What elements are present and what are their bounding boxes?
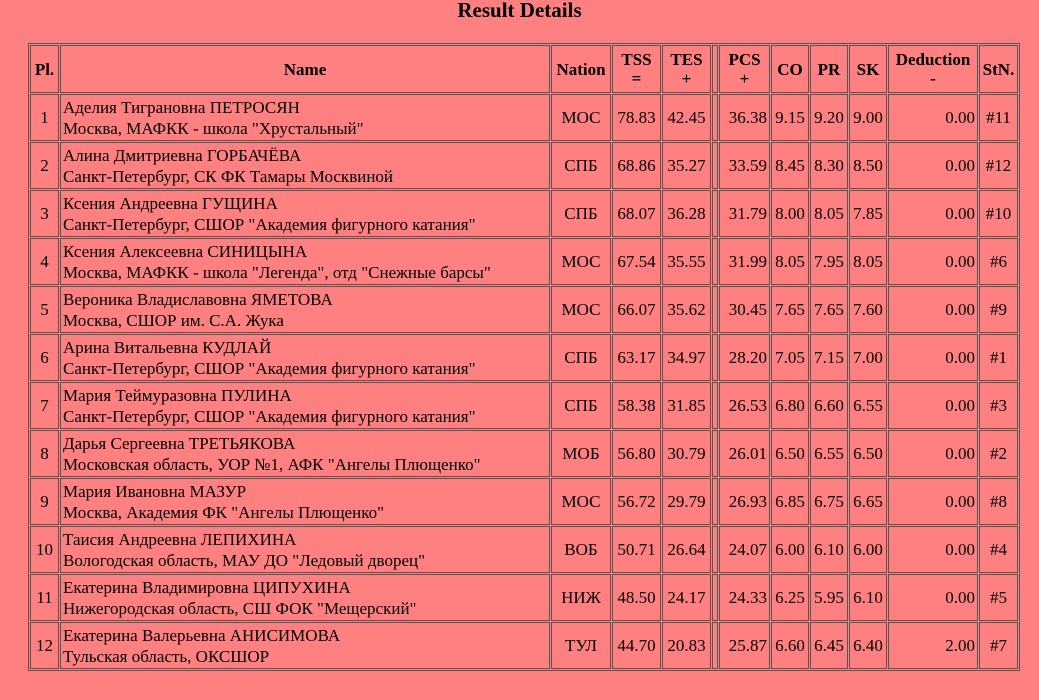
cell-start-number: #3 — [979, 382, 1018, 429]
cell-sk: 8.05 — [849, 238, 887, 285]
cell-pr: 6.55 — [810, 430, 848, 477]
cell-spacer — [712, 574, 718, 621]
table-body — [30, 94, 1018, 669]
table-row — [30, 382, 1018, 429]
cell-nation: МОС — [551, 286, 611, 333]
cell-pcs: 24.07 — [719, 526, 770, 573]
header-tss-label: TSS — [621, 50, 652, 69]
header-tes-sub: + — [681, 69, 692, 88]
skater-name: Мария Ивановна МАЗУР — [63, 481, 247, 501]
skater-club: Санкт-Петербург, СШОР "Академия фигурного катания" — [63, 214, 476, 234]
cell-tss: 56.72 — [612, 478, 661, 525]
skater-club: Санкт-Петербург, СШОР "Академия фигурного катания" — [63, 406, 476, 426]
table-row — [30, 478, 1018, 525]
cell-tes: 20.83 — [662, 622, 711, 669]
cell-nation: ВОБ — [551, 526, 611, 573]
cell-start-number: #6 — [979, 238, 1018, 285]
cell-name — [60, 94, 550, 141]
cell-nation: СПБ — [551, 142, 611, 189]
cell-pr: 8.05 — [810, 190, 848, 237]
cell-tes: 42.45 — [662, 94, 711, 141]
skater-club: Тульская область, ОКСШОР — [63, 646, 270, 666]
cell-place: 7 — [30, 382, 59, 429]
cell-tss: 68.86 — [612, 142, 661, 189]
cell-co: 8.00 — [771, 190, 809, 237]
cell-tes: 35.62 — [662, 286, 711, 333]
cell-place: 12 — [30, 622, 59, 669]
skater-club: Москва, СШОР им. С.А. Жука — [63, 310, 284, 330]
skater-name: Арина Витальевна КУДЛАЙ — [63, 337, 272, 357]
table-header-row — [30, 45, 1018, 93]
cell-sk: 7.85 — [849, 190, 887, 237]
cell-pr: 6.60 — [810, 382, 848, 429]
cell-co: 6.00 — [771, 526, 809, 573]
cell-pcs: 28.20 — [719, 334, 770, 381]
skater-name: Мария Теймуразовна ПУЛИНА — [63, 385, 292, 405]
cell-tes: 35.27 — [662, 142, 711, 189]
cell-co: 7.65 — [771, 286, 809, 333]
cell-tss: 66.07 — [612, 286, 661, 333]
cell-tes: 29.79 — [662, 478, 711, 525]
cell-tes: 36.28 — [662, 190, 711, 237]
cell-deduction: 0.00 — [888, 238, 978, 285]
skater-club: Москва, МАФКК - школа "Хрустальный" — [63, 118, 364, 138]
cell-tes: 26.64 — [662, 526, 711, 573]
cell-co: 8.45 — [771, 142, 809, 189]
cell-deduction: 0.00 — [888, 190, 978, 237]
table-row — [30, 286, 1018, 333]
cell-tss: 44.70 — [612, 622, 661, 669]
cell-start-number: #12 — [979, 142, 1018, 189]
cell-start-number: #8 — [979, 478, 1018, 525]
cell-place: 11 — [30, 574, 59, 621]
cell-pr: 8.30 — [810, 142, 848, 189]
cell-nation: ТУЛ — [551, 622, 611, 669]
cell-place: 9 — [30, 478, 59, 525]
cell-sk: 6.50 — [849, 430, 887, 477]
skater-club: Москва, МАФКК - школа "Легенда", отд "Снежные барсы" — [63, 262, 491, 282]
cell-spacer — [712, 238, 718, 285]
table-row — [30, 334, 1018, 381]
cell-spacer — [712, 478, 718, 525]
header-stn: StN. — [979, 45, 1018, 93]
cell-co: 6.50 — [771, 430, 809, 477]
cell-pcs: 26.53 — [719, 382, 770, 429]
cell-start-number: #4 — [979, 526, 1018, 573]
header-deduction — [888, 45, 978, 93]
cell-co: 6.60 — [771, 622, 809, 669]
cell-start-number: #5 — [979, 574, 1018, 621]
cell-start-number: #10 — [979, 190, 1018, 237]
cell-tss: 63.17 — [612, 334, 661, 381]
cell-nation: СПБ — [551, 190, 611, 237]
cell-pcs: 25.87 — [719, 622, 770, 669]
skater-club: Вологодская область, МАУ ДО "Ледовый дворец" — [63, 550, 426, 570]
header-sk: SK — [849, 45, 887, 93]
cell-place: 8 — [30, 430, 59, 477]
cell-start-number: #11 — [979, 94, 1018, 141]
cell-spacer — [712, 526, 718, 573]
cell-deduction: 0.00 — [888, 94, 978, 141]
cell-pcs: 31.79 — [719, 190, 770, 237]
cell-co: 6.80 — [771, 382, 809, 429]
skater-name: Аделия Тиграновна ПЕТРОСЯН — [63, 97, 300, 117]
skater-name: Екатерина Владимировна ЦИПУХИНА — [63, 577, 351, 597]
cell-pcs: 26.93 — [719, 478, 770, 525]
header-pcs-label: PCS — [728, 50, 761, 69]
cell-name — [60, 334, 550, 381]
cell-deduction: 0.00 — [888, 382, 978, 429]
cell-name — [60, 382, 550, 429]
cell-place: 2 — [30, 142, 59, 189]
header-co: CO — [771, 45, 809, 93]
cell-pcs: 26.01 — [719, 430, 770, 477]
cell-spacer — [712, 94, 718, 141]
cell-name — [60, 190, 550, 237]
skater-club: Санкт-Петербург, СК ФК Тамары Москвиной — [63, 166, 394, 186]
header-pr: PR — [810, 45, 848, 93]
cell-place: 5 — [30, 286, 59, 333]
cell-place: 1 — [30, 94, 59, 141]
cell-tss: 56.80 — [612, 430, 661, 477]
cell-co: 9.15 — [771, 94, 809, 141]
cell-name — [60, 622, 550, 669]
cell-tes: 24.17 — [662, 574, 711, 621]
cell-pcs: 30.45 — [719, 286, 770, 333]
skater-name: Вероника Владиславовна ЯМЕТОВА — [63, 289, 333, 309]
cell-pr: 6.10 — [810, 526, 848, 573]
cell-name — [60, 574, 550, 621]
cell-sk: 9.00 — [849, 94, 887, 141]
header-pcs-sub: + — [739, 69, 750, 88]
cell-pr: 7.95 — [810, 238, 848, 285]
cell-tes: 34.97 — [662, 334, 711, 381]
cell-co: 7.05 — [771, 334, 809, 381]
header-nation: Nation — [551, 45, 611, 93]
cell-start-number: #7 — [979, 622, 1018, 669]
cell-pcs: 33.59 — [719, 142, 770, 189]
cell-tes: 31.85 — [662, 382, 711, 429]
table-row — [30, 526, 1018, 573]
cell-pr: 7.65 — [810, 286, 848, 333]
cell-tss: 78.83 — [612, 94, 661, 141]
cell-sk: 8.50 — [849, 142, 887, 189]
skater-name: Дарья Сергеевна ТРЕТЬЯКОВА — [63, 433, 296, 453]
header-pcs — [719, 45, 770, 93]
cell-deduction: 0.00 — [888, 574, 978, 621]
header-name: Name — [60, 45, 550, 93]
header-deduction-label: Deduction — [895, 50, 971, 69]
cell-spacer — [712, 430, 718, 477]
cell-nation: МОС — [551, 478, 611, 525]
cell-sk: 6.55 — [849, 382, 887, 429]
skater-name: Таисия Андреевна ЛЕПИХИНА — [63, 529, 297, 549]
skater-club: Санкт-Петербург, СШОР "Академия фигурного катания" — [63, 358, 476, 378]
cell-name — [60, 478, 550, 525]
cell-pr: 7.15 — [810, 334, 848, 381]
cell-start-number: #1 — [979, 334, 1018, 381]
cell-sk: 7.00 — [849, 334, 887, 381]
cell-place: 10 — [30, 526, 59, 573]
cell-name — [60, 142, 550, 189]
cell-name — [60, 526, 550, 573]
cell-deduction: 0.00 — [888, 142, 978, 189]
cell-nation: СПБ — [551, 334, 611, 381]
skater-name: Екатерина Валерьевна АНИСИМОВА — [63, 625, 341, 645]
cell-pr: 6.45 — [810, 622, 848, 669]
cell-name — [60, 430, 550, 477]
header-spacer — [712, 45, 718, 93]
cell-sk: 6.40 — [849, 622, 887, 669]
cell-deduction: 0.00 — [888, 286, 978, 333]
cell-pr: 5.95 — [810, 574, 848, 621]
cell-pcs: 24.33 — [719, 574, 770, 621]
cell-tss: 48.50 — [612, 574, 661, 621]
skater-club: Москва, Академия ФК "Ангелы Плющенко" — [63, 502, 385, 522]
table-row — [30, 190, 1018, 237]
table-row — [30, 430, 1018, 477]
cell-deduction: 0.00 — [888, 334, 978, 381]
table-row — [30, 238, 1018, 285]
cell-sk: 6.10 — [849, 574, 887, 621]
skater-name: Ксения Андреевна ГУЩИНА — [63, 193, 278, 213]
results-table — [28, 43, 1020, 671]
skater-club: Нижегородская область, СШ ФОК "Мещерский" — [63, 598, 417, 618]
header-deduction-sub: - — [930, 69, 936, 88]
cell-place: 3 — [30, 190, 59, 237]
header-tss-sub: = — [631, 69, 642, 88]
cell-tes: 30.79 — [662, 430, 711, 477]
cell-tes: 35.55 — [662, 238, 711, 285]
cell-spacer — [712, 334, 718, 381]
cell-start-number: #2 — [979, 430, 1018, 477]
cell-pr: 9.20 — [810, 94, 848, 141]
table-row — [30, 142, 1018, 189]
cell-spacer — [712, 382, 718, 429]
table-row — [30, 574, 1018, 621]
cell-nation: МОС — [551, 94, 611, 141]
header-tss — [612, 45, 661, 93]
header-tes-label: TES — [670, 50, 703, 69]
page-title: Result Details — [457, 0, 582, 22]
cell-tss: 67.54 — [612, 238, 661, 285]
cell-place: 6 — [30, 334, 59, 381]
cell-spacer — [712, 286, 718, 333]
cell-pcs: 31.99 — [719, 238, 770, 285]
cell-deduction: 0.00 — [888, 526, 978, 573]
cell-nation: НИЖ — [551, 574, 611, 621]
cell-start-number: #9 — [979, 286, 1018, 333]
cell-deduction: 2.00 — [888, 622, 978, 669]
cell-nation: СПБ — [551, 382, 611, 429]
cell-spacer — [712, 622, 718, 669]
cell-co: 6.25 — [771, 574, 809, 621]
header-pl: Pl. — [30, 45, 59, 93]
cell-co: 8.05 — [771, 238, 809, 285]
cell-tss: 58.38 — [612, 382, 661, 429]
skater-name: Алина Дмитриевна ГОРБАЧЁВА — [63, 145, 302, 165]
skater-club: Московская область, УОР №1, АФК "Ангелы Плющенко" — [63, 454, 481, 474]
cell-nation: МОС — [551, 238, 611, 285]
cell-sk: 6.65 — [849, 478, 887, 525]
header-tes — [662, 45, 711, 93]
skater-name: Ксения Алексеевна СИНИЦЫНА — [63, 241, 308, 261]
cell-co: 6.85 — [771, 478, 809, 525]
cell-deduction: 0.00 — [888, 430, 978, 477]
cell-deduction: 0.00 — [888, 478, 978, 525]
cell-spacer — [712, 142, 718, 189]
table-row — [30, 94, 1018, 141]
cell-pcs: 36.38 — [719, 94, 770, 141]
cell-spacer — [712, 190, 718, 237]
cell-sk: 7.60 — [849, 286, 887, 333]
cell-place: 4 — [30, 238, 59, 285]
cell-tss: 68.07 — [612, 190, 661, 237]
cell-tss: 50.71 — [612, 526, 661, 573]
cell-pr: 6.75 — [810, 478, 848, 525]
cell-name — [60, 286, 550, 333]
cell-name — [60, 238, 550, 285]
cell-sk: 6.00 — [849, 526, 887, 573]
cell-nation: МОБ — [551, 430, 611, 477]
table-row — [30, 622, 1018, 669]
